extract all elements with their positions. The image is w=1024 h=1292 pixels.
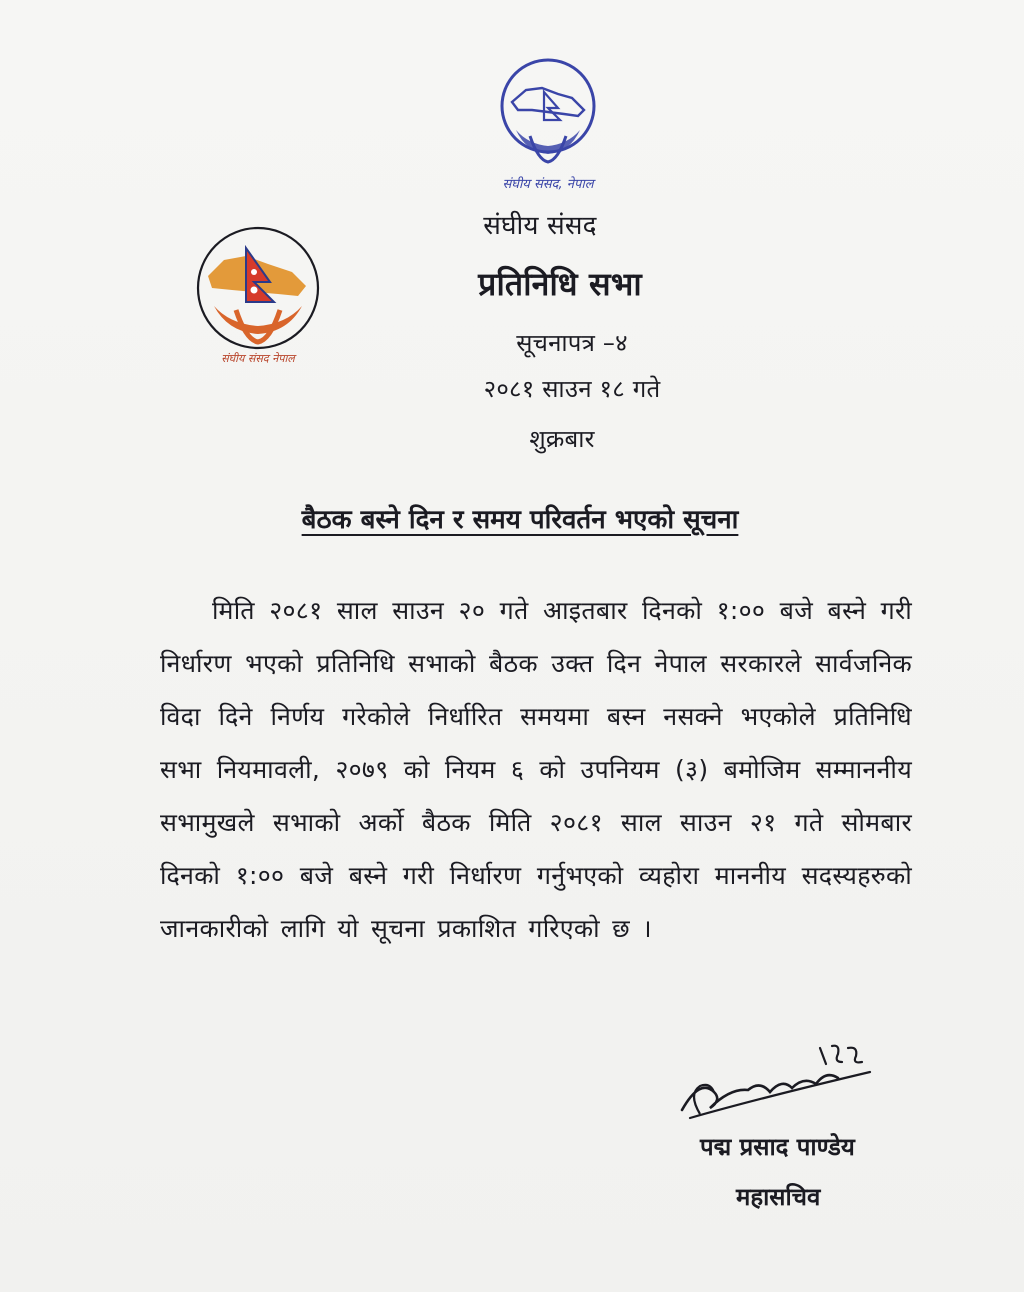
signer-name: पद्म प्रसाद पाण्डेय xyxy=(700,1133,855,1161)
house-heading: प्रतिनिधि सभा xyxy=(478,265,642,303)
notice-number: सूचनापत्र –४ xyxy=(516,329,628,357)
notice-day: शुक्रबार xyxy=(529,425,595,453)
handwritten-signature xyxy=(670,1018,890,1128)
parliament-heading: संघीय संसद xyxy=(483,211,597,241)
emblem-left-caption: संघीय संसद नेपाल xyxy=(221,352,295,365)
emblem-top-caption: संघीय संसद, नेपाल xyxy=(502,177,594,192)
notice-date: २०८१ साउन १८ गते xyxy=(483,375,661,403)
subject-line xyxy=(0,500,1024,536)
subject-text: बैठक बस्ने दिन र समय परिवर्तन भएको सूचना xyxy=(301,505,739,535)
parliament-emblem-icon xyxy=(468,40,628,200)
notice-body: मिति २०८१ साल साउन २० गते आइतबार दिनको १:०० बजे बस्ने गरी निर्धारण भएको प्रतिनिधि सभाको बैठक उक्त दिन नेपाल सरकारले सार्वजनिक विदा दिने निर्णय गरेकोले निर्धारित समयमा बस्न नसक्ने भएकोले प्रतिनिधि सभा नियमावली, २०७९ को नियम ६ को उपनियम (३) बमोजिम सम्माननीय सभामुखले सभाको अर्को बैठक मिति २०८१ साल साउन २१ गते सोमबार दिनको १:०० बजे बस्ने गरी निर्धारण गर्नुभएको व्यहोरा माननीय सदस्यहरुको जानकारीको लागि यो सूचना प्रकाशित गरिएको छ । xyxy=(160,596,912,943)
signer-title: महासचिव xyxy=(736,1183,821,1211)
